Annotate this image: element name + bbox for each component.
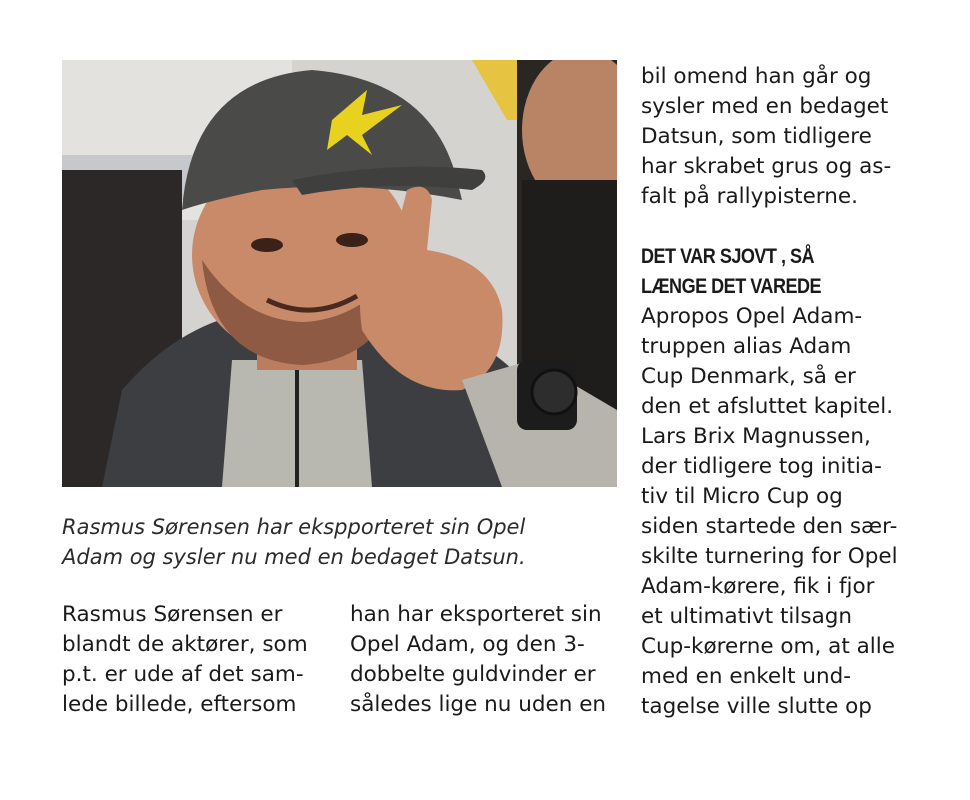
body-line: der tidligere tog initia- bbox=[641, 454, 882, 479]
body-column-2 bbox=[350, 600, 620, 720]
body-line: den et afsluttet kapitel. bbox=[641, 394, 894, 419]
caption-line: Adam og sysler nu med en bedaget Datsun. bbox=[62, 545, 526, 569]
body-line: således lige nu uden en bbox=[350, 692, 607, 717]
body-line: skilte turnering for Opel bbox=[641, 544, 898, 569]
body-line: tagelse ville slutte op bbox=[641, 694, 872, 719]
photo-illustration bbox=[62, 60, 617, 487]
paragraph-gap bbox=[641, 212, 941, 242]
body-line: blandt de aktører, som bbox=[62, 632, 308, 657]
body-line: Cup-kørerne om, at alle bbox=[641, 634, 895, 659]
body-line: med en enkelt und- bbox=[641, 664, 852, 689]
body-column-1 bbox=[62, 600, 332, 720]
body-line: tiv til Micro Cup og bbox=[641, 484, 843, 509]
body-line: lede billede, eftersom bbox=[62, 692, 297, 717]
body-line: Opel Adam, og den 3- bbox=[350, 632, 585, 657]
section-heading: LÆNGE DET VAREDE bbox=[641, 275, 822, 298]
body-line: har skrabet grus og as- bbox=[641, 154, 892, 179]
body-line: Apropos Opel Adam- bbox=[641, 304, 863, 329]
body-line: et ultimativt tilsagn bbox=[641, 604, 853, 629]
section-heading: DET VAR SJOVT , SÅ bbox=[641, 245, 815, 268]
body-line: siden startede den sær- bbox=[641, 514, 898, 539]
photo-caption bbox=[62, 512, 622, 572]
caption-line: Rasmus Sørensen har ekspporteret sin Opel bbox=[62, 515, 526, 539]
body-column-3 bbox=[641, 62, 941, 722]
body-line: dobbelte guldvinder er bbox=[350, 662, 596, 687]
body-line: Adam-kørere, fik i fjor bbox=[641, 574, 875, 599]
body-line: Cup Denmark, så er bbox=[641, 364, 856, 389]
body-line: falt på rallypisterne. bbox=[641, 184, 858, 209]
body-line: truppen alias Adam bbox=[641, 334, 852, 359]
body-line: p.t. er ude af det sam- bbox=[62, 662, 304, 687]
body-line: sysler med en bedaget bbox=[641, 94, 889, 119]
body-line: Datsun, som tidligere bbox=[641, 124, 872, 149]
article-photo bbox=[62, 60, 617, 487]
body-line: bil omend han går og bbox=[641, 64, 872, 89]
body-line: Lars Brix Magnussen, bbox=[641, 424, 871, 449]
body-line: han har eksporteret sin bbox=[350, 602, 602, 627]
body-line: Rasmus Sørensen er bbox=[62, 602, 283, 627]
